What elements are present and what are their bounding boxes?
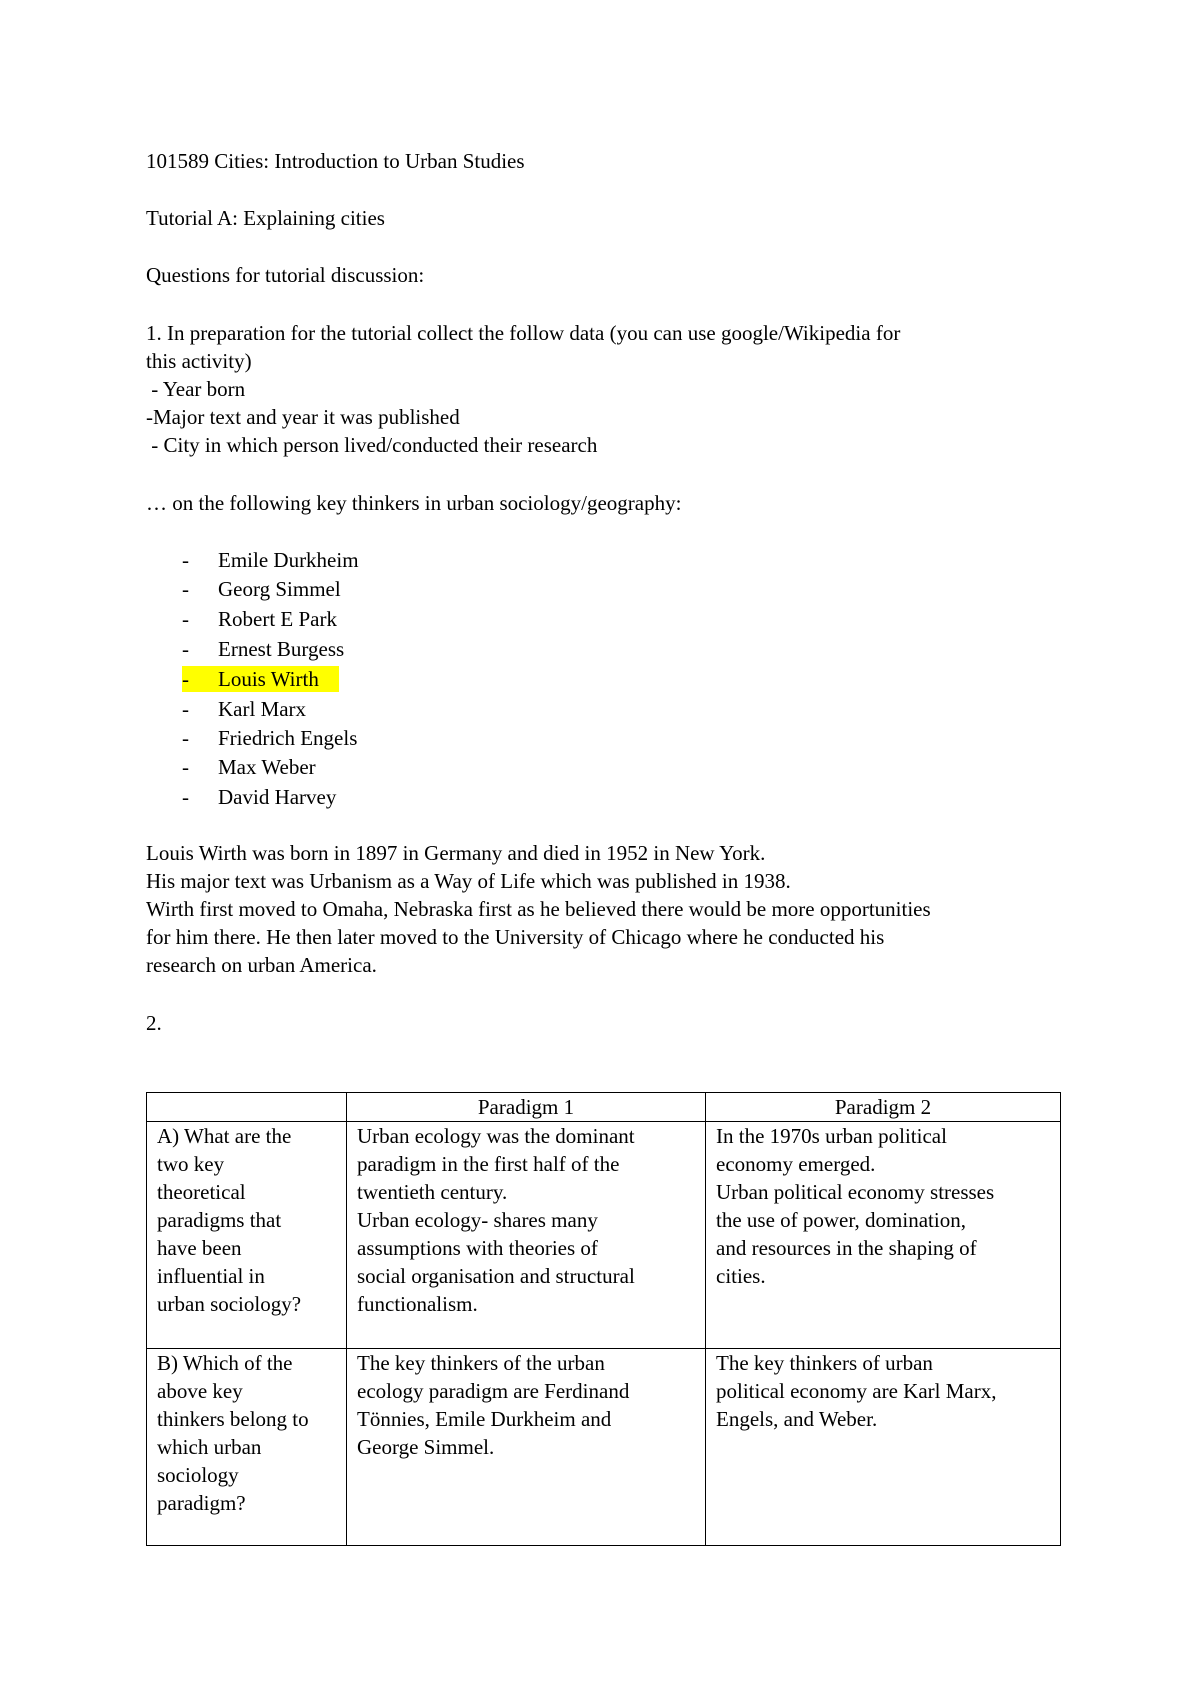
thinker-name: Georg Simmel xyxy=(218,577,341,601)
answer-line: for him there. He then later moved to the University of Chicago where he conducted his xyxy=(146,925,885,949)
header-cell xyxy=(147,1093,347,1122)
cell-line: the use of power, domination, xyxy=(716,1208,966,1232)
cell-line: paradigm in the first half of the xyxy=(357,1152,620,1176)
thinker-name: Max Weber xyxy=(218,755,316,779)
bullet-dash: - xyxy=(182,785,189,809)
question-2-label: 2. xyxy=(146,1011,162,1035)
cell-line: which urban xyxy=(157,1435,262,1459)
cell-line: A) What are the xyxy=(157,1124,292,1148)
paradigm-2-cell xyxy=(706,1349,1061,1546)
cell-line: Engels, and Weber. xyxy=(716,1407,878,1431)
paradigm-table xyxy=(146,1092,1061,1546)
cell-line: B) Which of the xyxy=(157,1351,293,1375)
question-1-line: this activity) xyxy=(146,349,252,373)
data-item: - City in which person lived/conducted their research xyxy=(146,433,598,457)
answer-line: His major text was Urbanism as a Way of Life which was published in 1938. xyxy=(146,869,791,893)
paradigm-1-cell xyxy=(347,1122,706,1349)
thinker-name: Emile Durkheim xyxy=(218,548,359,572)
bullet-dash: - xyxy=(182,548,189,572)
bullet-dash: - xyxy=(182,755,189,779)
cell-line: functionalism. xyxy=(357,1292,478,1316)
cell-line: sociology xyxy=(157,1463,239,1487)
cell-line: cities. xyxy=(716,1264,766,1288)
thinker-name: Ernest Burgess xyxy=(218,637,345,661)
answer-line: research on urban America. xyxy=(146,953,377,977)
bullet-dash: - xyxy=(182,726,189,750)
bullet-dash: - xyxy=(182,577,189,601)
cell-line: paradigms that xyxy=(157,1208,282,1232)
table-row xyxy=(147,1122,1061,1349)
cell-line: Tönnies, Emile Durkheim and xyxy=(357,1407,612,1431)
cell-line: have been xyxy=(157,1236,242,1260)
cell-line: above key xyxy=(157,1379,243,1403)
tutorial-title: Tutorial A: Explaining cities xyxy=(146,206,385,230)
cell-line: ecology paradigm are Ferdinand xyxy=(357,1379,630,1403)
paradigm-1-cell xyxy=(347,1349,706,1546)
cell-line: paradigm? xyxy=(157,1491,246,1515)
question-cell xyxy=(147,1122,347,1349)
table-row xyxy=(147,1349,1061,1546)
cell-line: two key xyxy=(157,1152,225,1176)
answer-line: Louis Wirth was born in 1897 in Germany and died in 1952 in New York. xyxy=(146,841,766,865)
data-item: -Major text and year it was published xyxy=(146,405,460,429)
cell-line: social organisation and structural xyxy=(357,1264,635,1288)
thinkers-lead: … on the following key thinkers in urban sociology/geography: xyxy=(146,491,682,515)
bullet-dash: - xyxy=(182,637,189,661)
cell-line: Urban ecology was the dominant xyxy=(357,1124,635,1148)
question-cell xyxy=(147,1349,347,1546)
data-item: - Year born xyxy=(146,377,246,401)
cell-line: and resources in the shaping of xyxy=(716,1236,977,1260)
thinker-name: Robert E Park xyxy=(218,607,337,631)
cell-line: theoretical xyxy=(157,1180,246,1204)
paradigm-2-cell xyxy=(706,1122,1061,1349)
bullet-dash: - xyxy=(182,667,189,691)
answer-line: Wirth first moved to Omaha, Nebraska first as he believed there would be more opportunities xyxy=(146,897,931,921)
cell-line: assumptions with theories of xyxy=(357,1236,598,1260)
table-header-row xyxy=(147,1093,1061,1122)
cell-line: The key thinkers of the urban xyxy=(357,1351,605,1375)
cell-line: influential in xyxy=(157,1264,265,1288)
thinker-name: David Harvey xyxy=(218,785,337,809)
thinker-name: Friedrich Engels xyxy=(218,726,358,750)
header-cell: Paradigm 1 xyxy=(347,1093,706,1122)
question-1-line: 1. In preparation for the tutorial collect the follow data (you can use google/Wikipedia for xyxy=(146,321,901,345)
header-cell: Paradigm 2 xyxy=(706,1093,1061,1122)
bullet-dash: - xyxy=(182,697,189,721)
thinker-name: Karl Marx xyxy=(218,697,307,721)
cell-line: George Simmel. xyxy=(357,1435,495,1459)
cell-line: Urban political economy stresses xyxy=(716,1180,995,1204)
bullet-dash: - xyxy=(182,607,189,631)
cell-line: twentieth century. xyxy=(357,1180,508,1204)
cell-line: Urban ecology- shares many xyxy=(357,1208,598,1232)
cell-line: thinkers belong to xyxy=(157,1407,309,1431)
cell-line: political economy are Karl Marx, xyxy=(716,1379,997,1403)
questions-intro: Questions for tutorial discussion: xyxy=(146,263,425,287)
cell-line: The key thinkers of urban xyxy=(716,1351,933,1375)
cell-line: urban sociology? xyxy=(157,1292,302,1316)
cell-line: In the 1970s urban political xyxy=(716,1124,947,1148)
course-title: 101589 Cities: Introduction to Urban Studies xyxy=(146,149,525,173)
thinker-name: Louis Wirth xyxy=(218,667,319,691)
cell-line: economy emerged. xyxy=(716,1152,876,1176)
